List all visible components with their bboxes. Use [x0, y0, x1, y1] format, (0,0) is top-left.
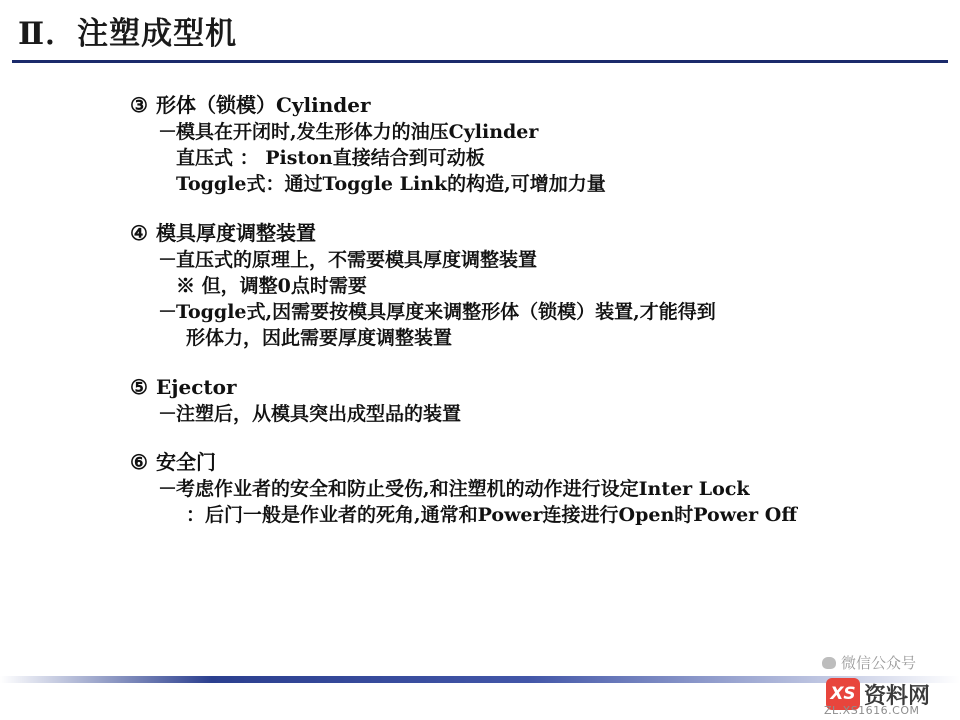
page-title: Ⅱ．注塑成型机 — [18, 16, 238, 52]
bullet-line — [130, 401, 940, 427]
bullet-text: ：后门一般是作业者的死角,通常和Power连接进行Open时Power Off — [186, 503, 797, 526]
title-divider — [12, 60, 948, 63]
list-marker: ④ — [130, 220, 148, 245]
dash-marker: － — [158, 301, 178, 324]
wechat-label: 微信公众号 — [841, 654, 917, 672]
block-heading-text: Ejector — [156, 374, 237, 399]
bullet-text: 形体力，因此需要厚度调整装置 — [186, 327, 453, 350]
bullet-line — [130, 476, 940, 502]
list-marker: ③ — [130, 93, 148, 117]
bullet-line — [130, 247, 940, 273]
logo-badge: XS — [826, 678, 860, 710]
dash-marker: － — [158, 121, 178, 143]
dash-marker: － — [158, 248, 178, 271]
bullet-text: 直压式 ： Piston直接结合到可动板 — [176, 147, 485, 170]
bullet-text: 直压式的原理上，不需要模具厚度调整装置 — [176, 248, 538, 271]
block-heading — [130, 374, 940, 401]
content-block — [130, 374, 940, 427]
bullet-line — [130, 145, 940, 171]
block-heading-text: 安全门 — [156, 449, 216, 474]
block-heading — [130, 220, 940, 247]
bullet-text: Toggle式,因需要按模具厚度来调整形体（锁模）装置,才能得到 — [176, 301, 716, 324]
logo-brand-text: 资料网 — [864, 683, 931, 709]
block-heading — [130, 449, 940, 476]
content-block — [130, 449, 940, 528]
bullet-line — [130, 502, 940, 528]
bullet-line — [130, 171, 940, 197]
bullet-line — [130, 119, 940, 145]
bullet-text: Toggle式：通过Toggle Link的构造,可增加力量 — [176, 173, 606, 196]
bullet-text: ※ 但，调整0点时需要 — [176, 274, 367, 297]
list-marker: ⑥ — [130, 449, 148, 474]
bullet-line — [130, 299, 940, 325]
block-heading-text: 形体（锁模）Cylinder — [156, 93, 371, 117]
bullet-line — [130, 273, 940, 299]
content-block — [130, 220, 940, 352]
slide-body — [130, 92, 940, 550]
dash-marker: － — [158, 402, 178, 425]
content-block — [130, 92, 940, 198]
dash-marker: － — [158, 477, 178, 500]
bullet-line — [130, 325, 940, 351]
list-marker: ⑤ — [130, 374, 148, 399]
footer-divider — [0, 676, 960, 683]
block-heading — [130, 92, 940, 119]
block-heading-text: 模具厚度调整装置 — [156, 220, 316, 245]
wechat-watermark — [822, 652, 916, 673]
bullet-text: 考虑作业者的安全和防止受伤,和注塑机的动作进行设定Inter Lock — [176, 477, 750, 500]
wechat-icon — [822, 657, 836, 669]
bullet-text: 模具在开闭时,发生形体力的油压Cylinder — [176, 121, 539, 143]
logo-url-text: ZL.XS1616.COM — [824, 704, 920, 717]
bullet-text: 注塑后，从模具突出成型品的装置 — [176, 402, 462, 425]
